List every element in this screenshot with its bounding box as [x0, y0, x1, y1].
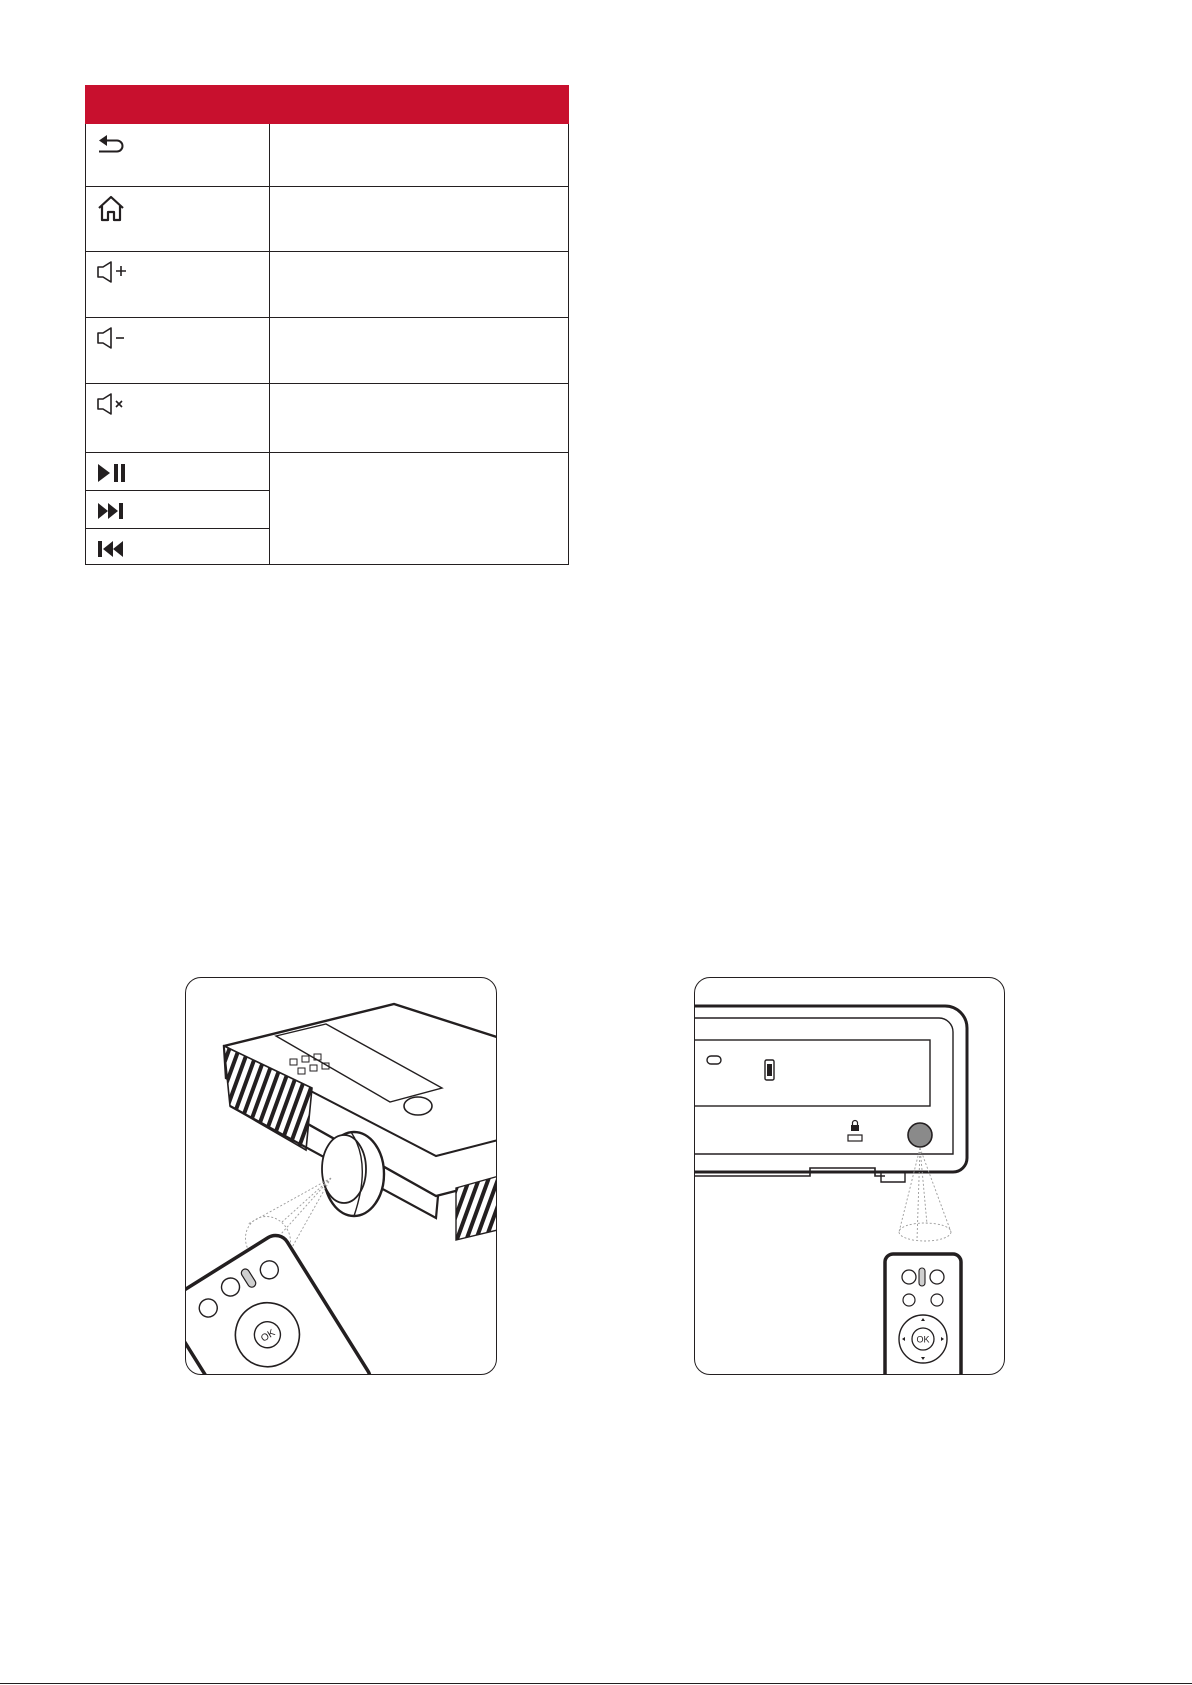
projector-rear-illustration — [695, 978, 1004, 1374]
home-icon — [96, 195, 126, 223]
description-cell — [270, 252, 569, 318]
table-row — [86, 252, 569, 318]
table-header-row — [86, 86, 569, 124]
key-cell — [86, 529, 270, 565]
table-header-key — [86, 86, 270, 124]
key-cell — [86, 491, 270, 529]
table-header-description — [270, 86, 569, 124]
remote-key-table — [85, 85, 569, 565]
projector-rear-figure — [694, 977, 1005, 1375]
security-lock-icon — [848, 1121, 862, 1142]
play-pause-icon — [96, 463, 128, 483]
previous-track-icon — [96, 539, 128, 559]
key-cell — [86, 252, 270, 318]
description-cell — [270, 453, 569, 565]
table-row — [86, 187, 569, 252]
key-cell — [86, 318, 270, 384]
projector-front-illustration — [186, 978, 496, 1374]
description-cell — [270, 124, 569, 187]
remote-ok-label: OK — [259, 1327, 278, 1345]
key-cell — [86, 453, 270, 491]
remote-ok-label: OK — [916, 1334, 930, 1345]
projector-front-figure — [185, 977, 497, 1375]
key-cell — [86, 384, 270, 453]
description-cell — [270, 318, 569, 384]
return-arrow-icon — [96, 132, 126, 156]
volume-up-icon — [96, 260, 130, 284]
table-row — [86, 124, 569, 187]
table-row — [86, 384, 569, 453]
description-cell — [270, 187, 569, 252]
key-cell — [86, 187, 270, 252]
footer-rule — [0, 1683, 1192, 1684]
key-cell — [86, 124, 270, 187]
volume-down-icon — [96, 326, 130, 350]
next-track-icon — [96, 501, 128, 521]
description-cell — [270, 384, 569, 453]
table-row — [86, 453, 569, 491]
mute-icon — [96, 392, 130, 416]
table-row — [86, 318, 569, 384]
